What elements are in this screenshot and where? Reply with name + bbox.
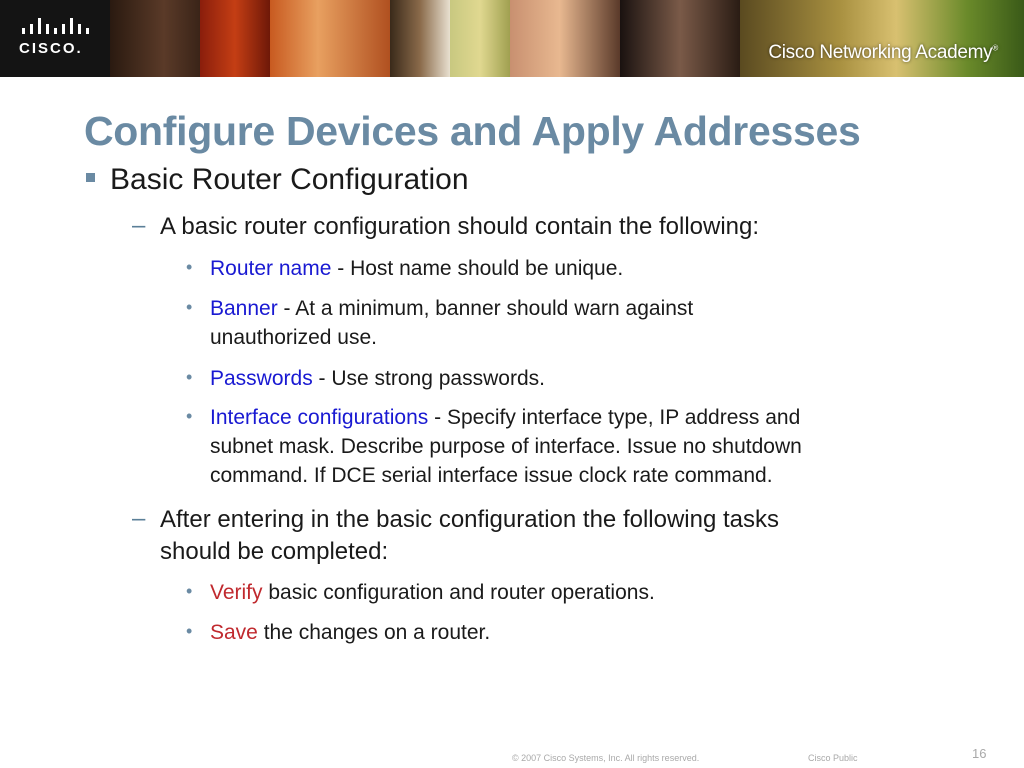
academy-text: Cisco Networking Academy bbox=[768, 42, 993, 63]
list-item bbox=[210, 254, 970, 283]
item-text: - Specify interface type, IP address and bbox=[428, 406, 801, 429]
footer-copyright: © 2007 Cisco Systems, Inc. All rights reserved. bbox=[512, 753, 700, 763]
academy-label bbox=[768, 42, 998, 64]
item-text: - Use strong passwords. bbox=[312, 367, 545, 390]
footer-classification: Cisco Public bbox=[808, 753, 858, 763]
registered-mark: ® bbox=[992, 43, 998, 53]
banner-photo-4 bbox=[390, 0, 450, 77]
dot-bullet-icon: • bbox=[186, 297, 193, 317]
banner-photo-5 bbox=[450, 0, 510, 77]
banner-photo-2 bbox=[200, 0, 270, 77]
list-item bbox=[210, 364, 970, 393]
keyword-passwords: Passwords bbox=[210, 367, 313, 390]
dot-bullet-icon: • bbox=[186, 621, 193, 641]
header-banner bbox=[0, 0, 1024, 77]
dash-bullet-icon: – bbox=[132, 212, 146, 239]
list-item bbox=[210, 403, 970, 490]
list-item bbox=[210, 618, 970, 647]
cisco-bars-icon bbox=[22, 18, 92, 38]
section-heading: Basic Router Configuration bbox=[110, 163, 469, 196]
dot-bullet-icon: • bbox=[186, 581, 193, 601]
list-item bbox=[210, 578, 970, 607]
sub2-text bbox=[160, 504, 920, 568]
page-number: 16 bbox=[972, 746, 987, 761]
dot-bullet-icon: • bbox=[186, 406, 193, 426]
banner-photo-8 bbox=[740, 0, 1024, 77]
dash-bullet-icon: – bbox=[132, 505, 146, 532]
keyword-save: Save bbox=[210, 621, 258, 644]
dot-bullet-icon: • bbox=[186, 257, 193, 277]
sub2-line-1: After entering in the basic configuration the following tasks bbox=[160, 506, 780, 533]
item-text-continued: subnet mask. Describe purpose of interface. Issue no shutdown bbox=[210, 435, 802, 458]
keyword-verify: Verify bbox=[210, 581, 263, 604]
list-item bbox=[210, 294, 970, 352]
cisco-logo-text: CISCO. bbox=[19, 40, 83, 57]
banner-photo-7 bbox=[620, 0, 740, 77]
banner-photo-3 bbox=[270, 0, 390, 77]
item-text: the changes on a router. bbox=[257, 621, 491, 644]
cisco-logo bbox=[0, 0, 110, 77]
keyword-banner: Banner bbox=[210, 297, 278, 320]
item-text: basic configuration and router operations. bbox=[262, 581, 655, 604]
banner-photo-6 bbox=[510, 0, 620, 77]
slide-title: Configure Devices and Apply Addresses bbox=[84, 108, 861, 154]
keyword-router-name: Router name bbox=[210, 257, 332, 280]
item-text-continued: command. If DCE serial interface issue clock rate command. bbox=[210, 464, 773, 487]
dot-bullet-icon: • bbox=[186, 367, 193, 387]
sub2-line-2: should be completed: bbox=[160, 538, 389, 565]
sub1-text: A basic router configuration should contain the following: bbox=[160, 213, 760, 240]
item-text: - At a minimum, banner should warn against bbox=[277, 297, 694, 320]
item-text: - Host name should be unique. bbox=[331, 257, 624, 280]
item-text-continued: unauthorized use. bbox=[210, 326, 377, 349]
keyword-interface-configurations: Interface configurations bbox=[210, 406, 429, 429]
square-bullet-icon bbox=[86, 173, 95, 182]
banner-photo-1 bbox=[110, 0, 200, 77]
